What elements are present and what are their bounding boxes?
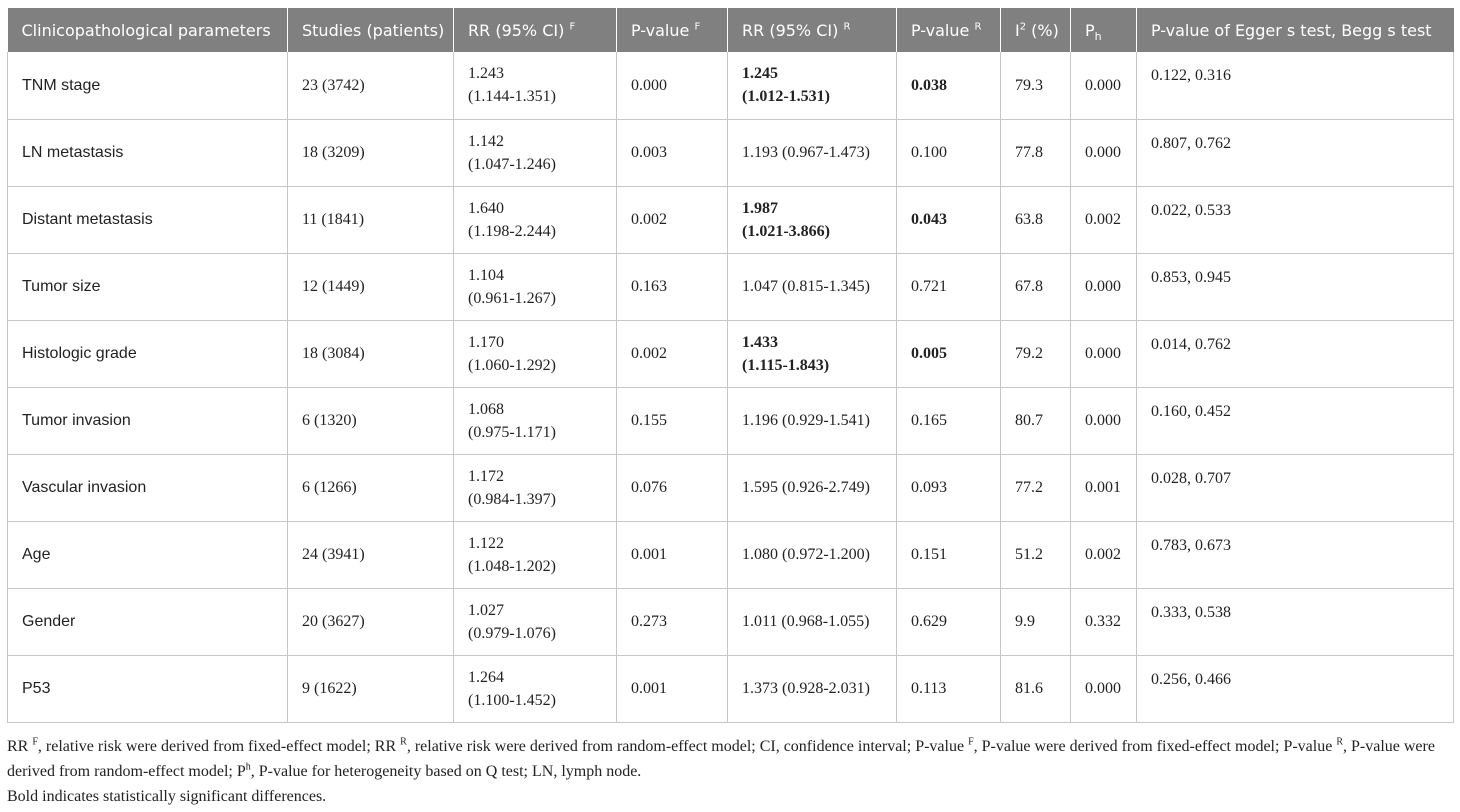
- cell-p-random: 0.093: [897, 454, 1001, 521]
- cell-param: Histologic grade: [8, 320, 288, 387]
- cell-ph: 0.001: [1071, 454, 1137, 521]
- cell-rr-fixed: 1.264 (1.100-1.452): [454, 655, 617, 722]
- cell-rr-random: 1.196 (0.929-1.541): [728, 387, 897, 454]
- header-p-fixed: P-value $^F$: [617, 8, 728, 52]
- cell-egger-begg: 0.022, 0.533: [1137, 186, 1454, 253]
- header-p-random: P-value $^R$: [897, 8, 1001, 52]
- header-ph: $P_h$: [1071, 8, 1137, 52]
- cell-egger-begg: 0.014, 0.762: [1137, 320, 1454, 387]
- cell-ph: 0.000: [1071, 119, 1137, 186]
- header-param: Clinicopathological parameters: [8, 8, 288, 52]
- header-i2: $I^2$ (%): [1001, 8, 1071, 52]
- cell-rr-fixed: 1.172 (0.984-1.397): [454, 454, 617, 521]
- table-row: [8, 454, 1454, 521]
- header-egger-begg: P-value of Egger s test, Begg s test: [1137, 8, 1454, 52]
- cell-p-fixed: 0.076: [617, 454, 728, 521]
- cell-egger-begg: 0.783, 0.673: [1137, 521, 1454, 588]
- cell-param: Gender: [8, 588, 288, 655]
- cell-i2: 63.8: [1001, 186, 1071, 253]
- cell-studies: 24 (3941): [288, 521, 454, 588]
- cell-rr-fixed: 1.170 (1.060-1.292): [454, 320, 617, 387]
- cell-p-random: 0.151: [897, 521, 1001, 588]
- header-rr-random: RR (95% CI) $^R$: [728, 8, 897, 52]
- cell-p-random: 0.005: [897, 320, 1001, 387]
- cell-p-fixed: 0.001: [617, 521, 728, 588]
- cell-p-random: 0.629: [897, 588, 1001, 655]
- cell-ph: 0.332: [1071, 588, 1137, 655]
- table-body: [8, 52, 1454, 722]
- cell-studies: 18 (3209): [288, 119, 454, 186]
- cell-p-random: 0.721: [897, 253, 1001, 320]
- cell-param: P53: [8, 655, 288, 722]
- cell-studies: 6 (1320): [288, 387, 454, 454]
- cell-egger-begg: 0.807, 0.762: [1137, 119, 1454, 186]
- table-row: [8, 655, 1454, 722]
- header-studies: Studies (patients): [288, 8, 454, 52]
- cell-rr-fixed: 1.104 (0.961-1.267): [454, 253, 617, 320]
- cell-param: Tumor size: [8, 253, 288, 320]
- cell-rr-fixed: 1.122 (1.048-1.202): [454, 521, 617, 588]
- footnote-abbreviations: RR $^F$, relative risk were derived from fixed-effect model; RR $^R$, relative risk were derived from random-effect model; CI, confidence interval; P-value $^F$, P-value were derived from fixed-effect model; P-value $^R$, P-value were derived from random-effect model; $P^h$, P-value for heterogeneity based on Q test; LN, lymph node.: [7, 736, 1435, 780]
- cell-studies: 9 (1622): [288, 655, 454, 722]
- cell-studies: 11 (1841): [288, 186, 454, 253]
- cell-ph: 0.000: [1071, 655, 1137, 722]
- cell-i2: 77.2: [1001, 454, 1071, 521]
- cell-p-random: 0.043: [897, 186, 1001, 253]
- cell-i2: 67.8: [1001, 253, 1071, 320]
- cell-i2: 81.6: [1001, 655, 1071, 722]
- cell-p-random: 0.113: [897, 655, 1001, 722]
- footnote-bold-note: Bold indicates statistically significant differences.: [7, 788, 327, 805]
- table-row: [8, 52, 1454, 119]
- cell-rr-random: 1.011 (0.968-1.055): [728, 588, 897, 655]
- cell-p-fixed: 0.163: [617, 253, 728, 320]
- table-row: [8, 186, 1454, 253]
- cell-ph: 0.000: [1071, 253, 1137, 320]
- table-row: [8, 320, 1454, 387]
- table-row: [8, 521, 1454, 588]
- cell-p-fixed: 0.000: [617, 52, 728, 119]
- cell-studies: 20 (3627): [288, 588, 454, 655]
- cell-i2: 79.2: [1001, 320, 1071, 387]
- cell-egger-begg: 0.333, 0.538: [1137, 588, 1454, 655]
- cell-rr-random: 1.373 (0.928-2.031): [728, 655, 897, 722]
- cell-ph: 0.000: [1071, 52, 1137, 119]
- cell-rr-fixed: 1.142 (1.047-1.246): [454, 119, 617, 186]
- cell-rr-random: 1.047 (0.815-1.345): [728, 253, 897, 320]
- header-rr-fixed: RR (95% CI) $^F$: [454, 8, 617, 52]
- cell-rr-random: 1.433 (1.115-1.843): [728, 320, 897, 387]
- cell-studies: 12 (1449): [288, 253, 454, 320]
- cell-studies: 18 (3084): [288, 320, 454, 387]
- cell-ph: 0.000: [1071, 387, 1137, 454]
- cell-studies: 6 (1266): [288, 454, 454, 521]
- cell-param: Age: [8, 521, 288, 588]
- cell-egger-begg: 0.122, 0.316: [1137, 52, 1454, 119]
- cell-param: Distant metastasis: [8, 186, 288, 253]
- cell-i2: 77.8: [1001, 119, 1071, 186]
- cell-egger-begg: 0.256, 0.466: [1137, 655, 1454, 722]
- cell-p-fixed: 0.001: [617, 655, 728, 722]
- cell-p-fixed: 0.002: [617, 186, 728, 253]
- cell-param: Vascular invasion: [8, 454, 288, 521]
- cell-rr-random: 1.245 (1.012-1.531): [728, 52, 897, 119]
- cell-p-random: 0.038: [897, 52, 1001, 119]
- cell-p-fixed: 0.003: [617, 119, 728, 186]
- cell-i2: 80.7: [1001, 387, 1071, 454]
- cell-p-random: 0.165: [897, 387, 1001, 454]
- cell-rr-fixed: 1.640 (1.198-2.244): [454, 186, 617, 253]
- cell-egger-begg: 0.160, 0.452: [1137, 387, 1454, 454]
- cell-rr-fixed: 1.243 (1.144-1.351): [454, 52, 617, 119]
- cell-p-random: 0.100: [897, 119, 1001, 186]
- table-row: [8, 253, 1454, 320]
- table-row: [8, 387, 1454, 454]
- cell-i2: 51.2: [1001, 521, 1071, 588]
- meta-analysis-table: [7, 8, 1454, 723]
- cell-param: LN metastasis: [8, 119, 288, 186]
- table-footnote: [7, 734, 1457, 809]
- table-header: [8, 8, 1454, 52]
- cell-rr-random: 1.595 (0.926-2.749): [728, 454, 897, 521]
- table-row: [8, 588, 1454, 655]
- cell-i2: 9.9: [1001, 588, 1071, 655]
- cell-egger-begg: 0.028, 0.707: [1137, 454, 1454, 521]
- cell-rr-fixed: 1.068 (0.975-1.171): [454, 387, 617, 454]
- cell-ph: 0.002: [1071, 521, 1137, 588]
- cell-p-fixed: 0.155: [617, 387, 728, 454]
- cell-p-fixed: 0.002: [617, 320, 728, 387]
- cell-studies: 23 (3742): [288, 52, 454, 119]
- cell-ph: 0.000: [1071, 320, 1137, 387]
- cell-ph: 0.002: [1071, 186, 1137, 253]
- cell-i2: 79.3: [1001, 52, 1071, 119]
- cell-egger-begg: 0.853, 0.945: [1137, 253, 1454, 320]
- table-row: [8, 119, 1454, 186]
- cell-param: Tumor invasion: [8, 387, 288, 454]
- cell-param: TNM stage: [8, 52, 288, 119]
- cell-rr-random: 1.193 (0.967-1.473): [728, 119, 897, 186]
- cell-p-fixed: 0.273: [617, 588, 728, 655]
- cell-rr-random: 1.987 (1.021-3.866): [728, 186, 897, 253]
- cell-rr-random: 1.080 (0.972-1.200): [728, 521, 897, 588]
- cell-rr-fixed: 1.027 (0.979-1.076): [454, 588, 617, 655]
